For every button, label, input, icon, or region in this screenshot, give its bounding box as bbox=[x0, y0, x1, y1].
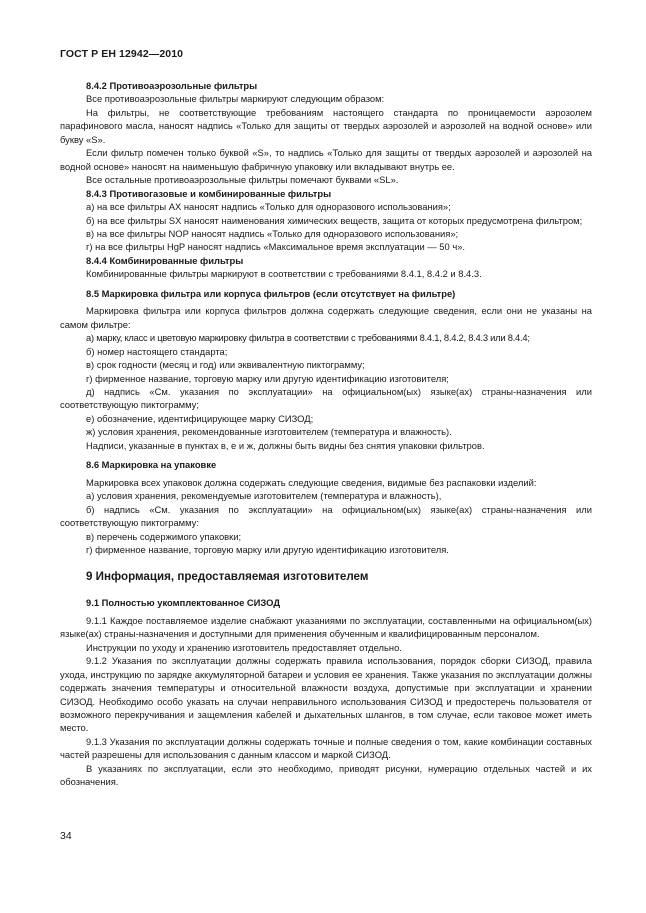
list-item: г) фирменное название, торговую марку или другую идентификацию изготовителя. bbox=[86, 543, 449, 555]
paragraph: Маркировка всех упаковок должна содержать следующие сведения, видимые без распаковки изделий: bbox=[86, 476, 537, 488]
paragraph: Все противоаэрозольные фильтры маркируют следующим образом: bbox=[86, 93, 385, 105]
paragraph: 9.1.2 Указания по эксплуатации должны содержать правила использования, порядок сборки СИЗОД, правила ухода, инструкцию по зарядке аккумуляторной батареи и условия ее хранения. Также указания по эксплуатации должны содержать значения температуры и относительной влажности воздуха, допустимые при эксплуатации и хранении СИЗОД. Необходимо особо указать на случаи неправильного использования СИЗОД и предостеречь пользователя от возможного перекручивания и защемления кабелей и дыхательных шлангов, в том случае, если таковое может иметь место. bbox=[60, 655, 592, 734]
list-item: а) марку, класс и цветовую маркировку фильтра в соответствии с требованиями 8.4.1, 8.4.2, 8.4.3 или 8.4.4; bbox=[86, 332, 530, 344]
paragraph: В указаниях по эксплуатации, если это необходимо, приводят рисунки, нумерацию отдельных частей и их обозначения. bbox=[60, 762, 592, 788]
list-item: г) фирменное название, торговую марку или другую идентификацию изготовителя; bbox=[86, 372, 449, 384]
paragraph: 9.1.1 Каждое поставляемое изделие снабжают указаниями по эксплуатации, составленными на официальном(ых) языке(ах) страны-назначения и доступными для применения обученным и квалифицированным персоналом. bbox=[60, 614, 592, 640]
list-item: б) номер настоящего стандарта; bbox=[86, 345, 228, 357]
list-item: г) на все фильтры HgP наносят надпись «Максимальное время эксплуатации — 50 ч». bbox=[86, 241, 466, 253]
list-item: в) срок годности (месяц и год) или эквивалентную пиктограмму; bbox=[86, 359, 365, 371]
standard-header: ГОСТ Р ЕН 12942—2010 bbox=[60, 48, 184, 60]
list-item: а) на все фильтры АХ наносят надпись «Только для одноразового использования»; bbox=[86, 201, 451, 213]
paragraph: Маркировка фильтра или корпуса фильтров должна содержать следующие сведения, если они не указаны на самом фильтре: bbox=[60, 305, 592, 330]
list-item: б) надпись «См. указания по эксплуатации» на официальном(ых) языке(ах) страны-назначения или соответствующую пиктограмму: bbox=[60, 503, 592, 529]
paragraph: 9.1.3 Указания по эксплуатации должны содержать точные и полные сведения о том, какие комбинации составных частей разрешены для использования с данным классом и маркой СИЗОД. bbox=[60, 735, 592, 761]
page-number: 34 bbox=[60, 830, 72, 842]
section-8-4-4-title: 8.4.4 Комбинированные фильтры bbox=[86, 254, 244, 266]
paragraph: На фильтры, не соответствующие требованиям настоящего стандарта по проницаемости аэрозолем парафинового масла, наносят надпись «Только для защиты от твердых аэрозолей и аэрозолей на водной основе» или букву «S». bbox=[60, 106, 592, 145]
list-item: а) условия хранения, рекомендуемые изготовителем (температура и влажность), bbox=[86, 490, 442, 502]
document-body bbox=[60, 79, 592, 789]
paragraph: Инструкции по уходу и хранению изготовитель предоставляет отдельно. bbox=[86, 641, 402, 653]
paragraph: Все остальные противоаэрозольные фильтры помечают буквами «SL». bbox=[86, 174, 399, 186]
list-item: д) надпись «См. указания по эксплуатации» на официальном(ых) языке(ах) страны-назначения или соответствующую пиктограмму; bbox=[60, 385, 592, 411]
section-9-title: 9 Информация, предоставляемая изготовителем bbox=[86, 570, 369, 584]
paragraph: Комбинированные фильтры маркируют в соответствии с требованиями 8.4.1, 8.4.2 и 8.4.3. bbox=[86, 268, 482, 280]
list-item: ж) условия хранения, рекомендованные изготовителем (температура и влажность). bbox=[86, 426, 452, 438]
list-item: в) перечень содержимого упаковки; bbox=[86, 530, 242, 542]
list-item: е) обозначение, идентифицирующее марку СИЗОД; bbox=[86, 412, 314, 424]
list-item: б) на все фильтры SX наносят наименования химических веществ, защита от которых предусмотрена фильтром; bbox=[86, 214, 583, 226]
note-paragraph: Надписи, указанные в пунктах в, е и ж, должны быть видны без снятия упаковки фильтров. bbox=[86, 439, 485, 451]
section-8-5-title: 8.5 Маркировка фильтра или корпуса фильтров (если отсутствует на фильтре) bbox=[86, 287, 456, 299]
section-9-1-title: 9.1 Полностью укомплектованное СИЗОД bbox=[86, 597, 281, 609]
paragraph: Если фильтр помечен только буквой «S», то надпись «Только для защиты от твердых аэрозолей и аэрозолей на водной основе» наносят на наименьшую фабричную упаковку или вкладывают внутрь ее. bbox=[60, 147, 592, 172]
section-8-6-title: 8.6 Маркировка на упаковке bbox=[86, 459, 217, 471]
section-8-4-3-title: 8.4.3 Противогазовые и комбинированные фильтры bbox=[86, 187, 332, 199]
section-8-4-2-title: 8.4.2 Противоаэрозольные фильтры bbox=[86, 80, 258, 91]
list-item: в) на все фильтры NOP наносят надпись «Только для одноразового использования»; bbox=[86, 227, 459, 239]
